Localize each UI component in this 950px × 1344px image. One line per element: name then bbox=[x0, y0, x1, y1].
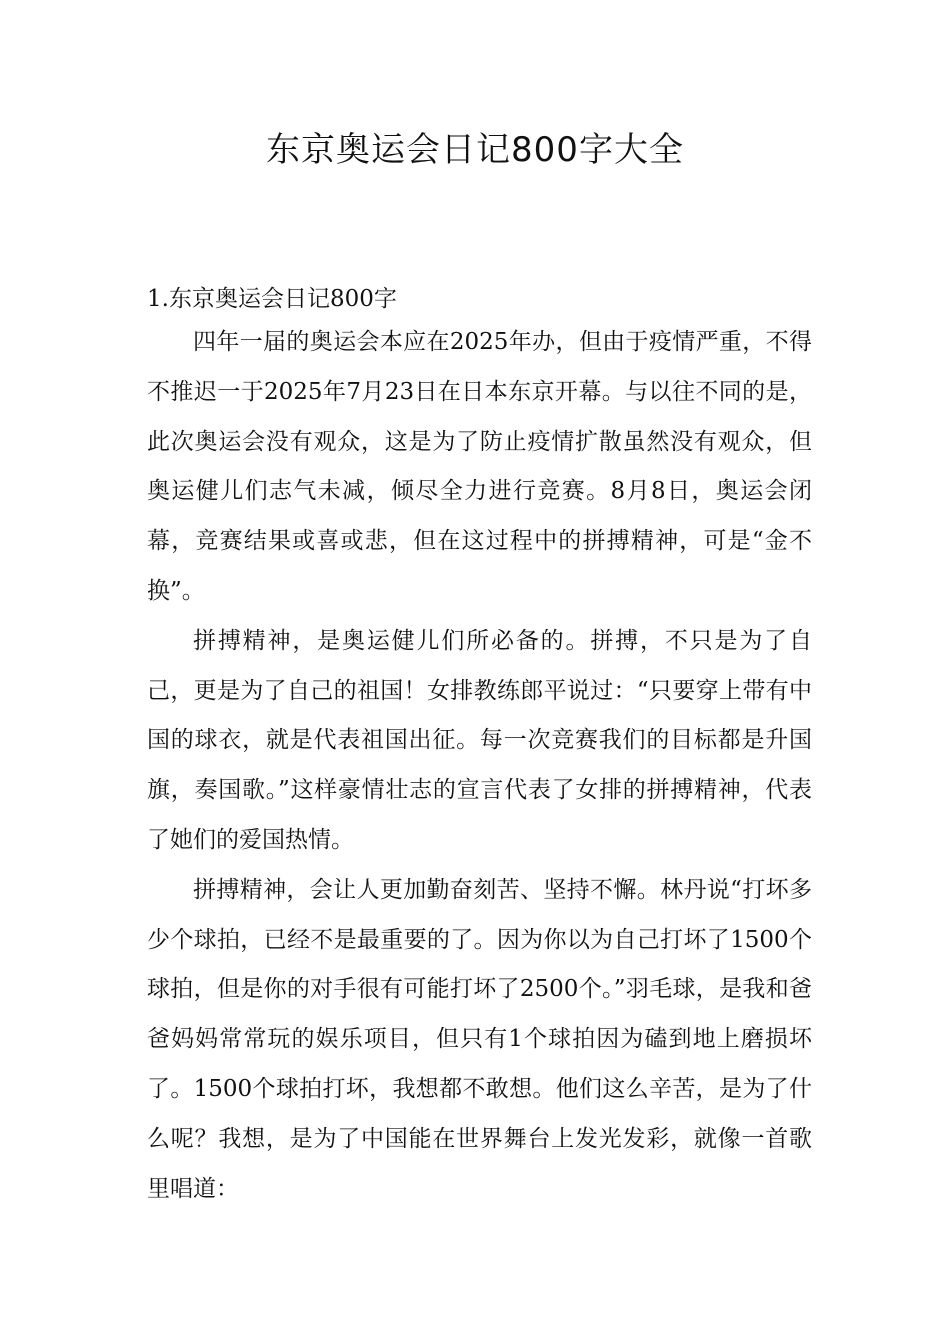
section-heading: 1.东京奥运会日记800字 bbox=[147, 286, 397, 312]
paragraph-1: 四年一届的奥运会本应在2025年办，但由于疫情严重，不得不推迟一于2025年7月23日在日本东京开幕。与以往不同的是，此次奥运会没有观众，这是为了防止疫情扩散虽然没有观众，但奥运健儿们志气未减，倾尽全力进行竞赛。8月8日，奥运会闭幕，竞赛结果或喜或悲，但在这过程中的拼搏精神，可是“金不换”。 bbox=[147, 329, 812, 604]
paragraph-2: 拼搏精神，是奥运健儿们所必备的。拼搏，不只是为了自己，更是为了自己的祖国！女排教练郎平说过：“只要穿上带有中国的球衣，就是代表祖国出征。每一次竞赛我们的目标都是升国旗，奏国歌。”这样豪情壮志的宣言代表了女排的拼搏精神，代表了她们的爱国热情。 bbox=[147, 627, 812, 853]
paragraph-3: 拼搏精神，会让人更加勤奋刻苦、坚持不懈。林丹说“打坏多少个球拍，已经不是最重要的了。因为你以为自己打坏了1500个球拍，但是你的对手很有可能打坏了2500个。”羽毛球，是我和爸爸妈妈常常玩的娱乐项目，但只有1个球拍因为磕到地上磨损坏了。1500个球拍打坏，我想都不敢想。他们这么辛苦，是为了什么呢？我想，是为了中国能在世界舞台上发光发彩，就像一首歌里唱道： bbox=[147, 876, 812, 1202]
page-title: 东京奥运会日记800字大全 bbox=[266, 130, 684, 170]
document-body bbox=[147, 280, 812, 1214]
